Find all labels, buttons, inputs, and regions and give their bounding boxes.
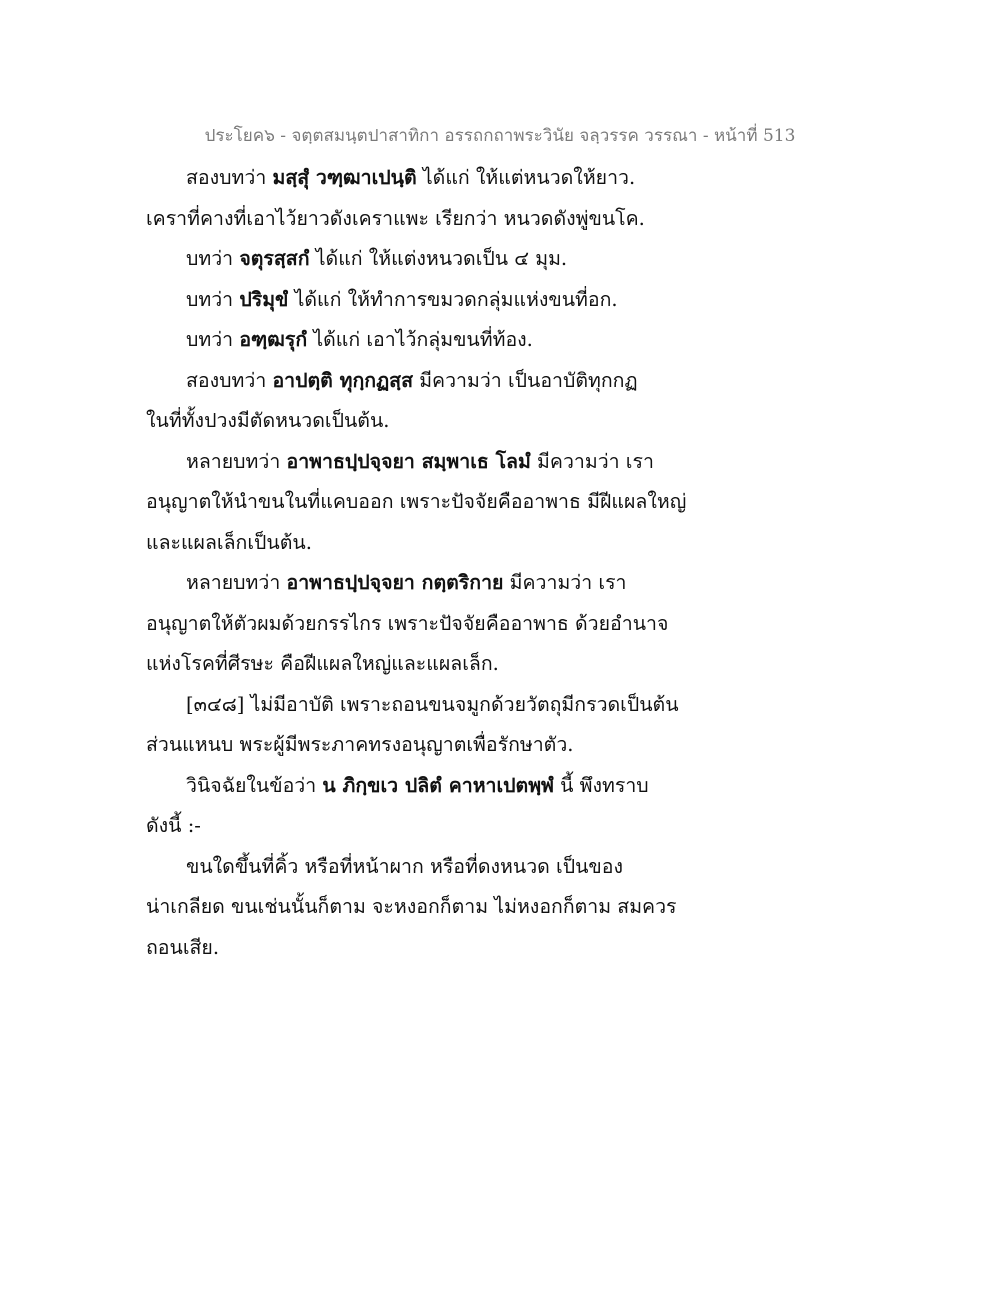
text-run: วินิจฉัยในข้อว่า bbox=[186, 773, 323, 797]
text-line bbox=[146, 239, 746, 280]
text-run: แห่งโรคที่ศีรษะ คือฝีแผลใหญ่และแผลเล็ก. bbox=[146, 652, 499, 675]
text-line bbox=[146, 523, 746, 564]
text-run: บทว่า bbox=[186, 328, 240, 351]
text-run: หลายบทว่า bbox=[186, 449, 287, 473]
text-line bbox=[146, 685, 746, 726]
text-run: สองบทว่า bbox=[186, 166, 273, 189]
text-line bbox=[146, 401, 746, 442]
text-run: และแผลเล็กเป็นต้น. bbox=[146, 530, 312, 554]
text-line bbox=[146, 847, 746, 888]
text-run: [๓๔๘] ไม่มีอาบัติ เพราะถอนขนจมูกด้วยวัตถุมีกรวดเป็นต้น bbox=[186, 692, 679, 716]
text-line bbox=[146, 928, 746, 969]
text-line bbox=[146, 806, 746, 847]
text-run: ถอนเสีย. bbox=[146, 935, 220, 959]
text-run: นี้ พึงทราบ bbox=[553, 773, 649, 797]
text-run: น่าเกลียด ขนเช่นนั้นก็ตาม จะหงอกก็ตาม ไม่หงอกก็ตาม สมควร bbox=[146, 895, 677, 918]
bold-term: จตุรสฺสกํ bbox=[239, 247, 310, 270]
text-run: ดังนี้ :- bbox=[146, 814, 201, 837]
bold-term: อฑฺฒรุกํ bbox=[239, 328, 308, 351]
text-run: ได้แก่ เอาไว้กลุ่มขนที่ท้อง. bbox=[307, 328, 533, 351]
bold-term: อาพาธปฺปจฺจยา สมฺพาเธ โลมํ bbox=[286, 449, 531, 473]
text-line bbox=[146, 320, 746, 361]
text-run: มีความว่า เรา bbox=[530, 449, 654, 473]
text-run: สองบทว่า bbox=[186, 368, 273, 392]
bold-term: อาพาธปฺปจฺจยา กตฺตริกาย bbox=[286, 571, 504, 594]
text-line bbox=[146, 563, 746, 604]
body-text bbox=[146, 158, 746, 968]
text-run: ได้แก่ ให้แต่หนวดให้ยาว. bbox=[416, 166, 636, 189]
bold-term: ปริมุขํ bbox=[239, 287, 289, 311]
text-run: ในที่ทั้งปวงมีตัดหนวดเป็นต้น. bbox=[146, 409, 390, 432]
text-line bbox=[146, 604, 746, 645]
text-run: ได้แก่ ให้ทำการขมวดกลุ่มแห่งขนที่อก. bbox=[288, 287, 618, 311]
text-run: มีความว่า เป็นอาบัติทุกกฏ bbox=[413, 368, 638, 392]
text-run: มีความว่า เรา bbox=[503, 571, 627, 594]
text-line bbox=[146, 644, 746, 685]
text-run: ได้แก่ ให้แต่งหนวดเป็น ๔ มุม. bbox=[309, 247, 568, 270]
text-run: หลายบทว่า bbox=[186, 571, 287, 594]
text-line bbox=[146, 199, 746, 240]
text-run: อนุญาตให้นำขนในที่แคบออก เพราะปัจจัยคืออาพาธ มีฝีแผลใหญ่ bbox=[146, 490, 687, 513]
text-run: ส่วนแหนบ พระผู้มีพระภาคทรงอนุญาตเพื่อรักษาตัว. bbox=[146, 733, 574, 756]
text-line bbox=[146, 158, 746, 199]
bold-term: มสฺสุํ วฑฺฒาเปนฺติ bbox=[272, 166, 417, 189]
text-run: อนุญาตให้ตัวผมด้วยกรรไกร เพราะปัจจัยคืออาพาธ ด้วยอำนาจ bbox=[146, 611, 669, 635]
text-line bbox=[146, 280, 746, 321]
page-header: ประโยค๖ - จตฺตสมนฺตปาสาทิกา อรรถกถาพระวินัย จลฺวรรค วรรณา - หน้าที่ 513 bbox=[204, 126, 796, 146]
bold-term: อาปตฺติ ทุกฺกฏสฺส bbox=[272, 368, 413, 392]
text-run: เคราที่คางที่เอาไว้ยาวดังเคราแพะ เรียกว่า หนวดดังพู่ขนโค. bbox=[146, 206, 645, 230]
text-run: บทว่า bbox=[186, 247, 240, 270]
text-line bbox=[146, 442, 746, 483]
text-line bbox=[146, 766, 746, 807]
text-line bbox=[146, 361, 746, 402]
text-run: บทว่า bbox=[186, 287, 240, 311]
text-line bbox=[146, 725, 746, 766]
text-run: ขนใดขึ้นที่คิ้ว หรือที่หน้าผาก หรือที่ดงหนวด เป็นของ bbox=[186, 854, 623, 878]
bold-term: น ภิกฺขเว ปลิตํ คาหาเปตพฺพํ bbox=[322, 773, 554, 797]
text-line bbox=[146, 482, 746, 523]
text-line bbox=[146, 887, 746, 928]
